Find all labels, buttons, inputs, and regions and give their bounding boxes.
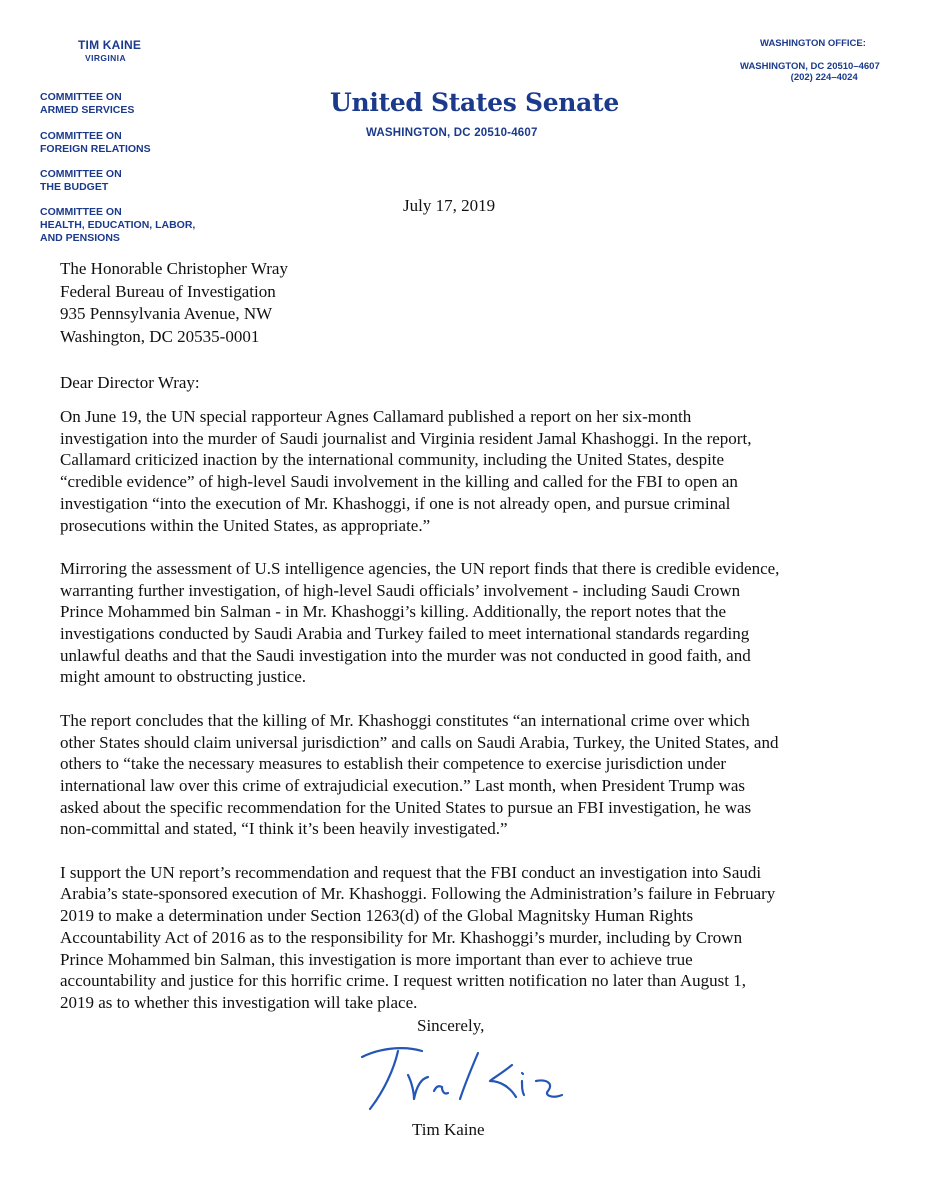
committee-line: ARMED SERVICES bbox=[40, 104, 135, 116]
signer-name: Tim Kaine bbox=[412, 1120, 485, 1139]
body-line: accountability and justice for this horrific crime. I request written notification no later than August 1, bbox=[60, 971, 746, 991]
body-line: non-committal and stated, “I think it’s been heavily investigated.” bbox=[60, 819, 508, 839]
body-line: might amount to obstructing justice. bbox=[60, 667, 307, 687]
recipient-line: Federal Bureau of Investigation bbox=[60, 281, 276, 301]
body-line: Prince Mohammed bin Salman, this investigation is more important than ever to achieve true bbox=[60, 949, 693, 969]
recipient-line: 935 Pennsylvania Avenue, NW bbox=[60, 304, 273, 323]
body-line: unlawful deaths and that the Saudi investigation into the murder was not conducted in good faith, and bbox=[60, 645, 751, 665]
signature-stroke bbox=[362, 1048, 422, 1057]
body-line: Prince Mohammed bin Salman - in Mr. Khashoggi’s killing. Additionally, the report notes that the bbox=[60, 602, 727, 622]
committee-line: FOREIGN RELATIONS bbox=[40, 143, 151, 155]
body-line: other States should claim universal jurisdiction” and calls on Saudi Arabia, Turkey, the United States, and bbox=[60, 732, 779, 752]
paragraph-2 bbox=[60, 558, 890, 688]
recipient-line: The Honorable Christopher Wray bbox=[60, 259, 288, 278]
signature-stroke bbox=[522, 1081, 524, 1095]
committee-line: COMMITTEE ON bbox=[40, 91, 122, 103]
office-address-line: WASHINGTON, DC 20510–4607 bbox=[740, 61, 880, 72]
senate-title: United States Senate bbox=[330, 88, 619, 117]
senate-address: WASHINGTON, DC 20510-4607 bbox=[366, 127, 538, 139]
body-line: “credible evidence” of high-level Saudi involvement in the killing and called for the FBI to open an bbox=[60, 472, 738, 492]
letter-date: July 17, 2019 bbox=[403, 196, 496, 215]
senator-state: VIRGINIA bbox=[85, 53, 126, 63]
committee-line: COMMITTEE ON bbox=[40, 130, 122, 142]
committee-line: HEALTH, EDUCATION, LABOR, bbox=[40, 219, 196, 231]
office-label: WASHINGTON OFFICE: bbox=[760, 38, 866, 49]
committee-budget bbox=[40, 168, 122, 194]
paragraph-3 bbox=[60, 710, 890, 840]
body-line: asked about the specific recommendation for the United States to pursue an FBI investigation, he was bbox=[60, 797, 752, 817]
signature bbox=[350, 1035, 590, 1125]
body-line: investigations conducted by Saudi Arabia and Turkey failed to meet international standards regarding bbox=[60, 624, 750, 644]
committee-line: COMMITTEE ON bbox=[40, 206, 122, 218]
body-line: I support the UN report’s recommendation and request that the FBI conduct an investigation into Saudi bbox=[60, 862, 762, 882]
signature-stroke bbox=[408, 1075, 428, 1099]
signature-stroke bbox=[522, 1073, 523, 1074]
salutation: Dear Director Wray: bbox=[60, 373, 200, 392]
body-line: The report concludes that the killing of Mr. Khashoggi constitutes “an international crime over which bbox=[60, 710, 750, 730]
body-line: investigation “into the execution of Mr. Khashoggi, if one is not already open, and pursue criminal bbox=[60, 493, 731, 513]
signature-stroke bbox=[490, 1065, 516, 1097]
office-phone: (202) 224–4024 bbox=[790, 72, 858, 83]
office-address bbox=[740, 61, 880, 83]
committee-line: THE BUDGET bbox=[40, 181, 109, 193]
letter-body bbox=[60, 406, 890, 1035]
recipient-address bbox=[60, 258, 288, 348]
committee-line: AND PENSIONS bbox=[40, 232, 120, 244]
body-line: On June 19, the UN special rapporteur Agnes Callamard published a report on her six-month bbox=[60, 407, 692, 426]
recipient-line: Washington, DC 20535-0001 bbox=[60, 326, 260, 346]
senator-name: TIM KAINE bbox=[78, 38, 142, 52]
paragraph-4 bbox=[60, 862, 890, 1014]
body-line: prosecutions within the United States, as appropriate.” bbox=[60, 515, 431, 535]
committee-foreign-relations bbox=[40, 130, 151, 156]
signature-stroke bbox=[460, 1053, 478, 1099]
body-line: international law over this crime of extrajudicial execution.” Last month, when President Trump was bbox=[60, 775, 746, 795]
body-line: others to “take the necessary measures to establish their competence to exercise jurisdiction under bbox=[60, 754, 727, 774]
body-line: investigation into the murder of Saudi journalist and Virginia resident Jamal Khashoggi. In the report, bbox=[60, 428, 752, 448]
signature-stroke bbox=[434, 1086, 448, 1093]
paragraph-1 bbox=[60, 406, 890, 536]
body-line: Accountability Act of 2016 as to the responsibility for Mr. Khashoggi’s murder, including by Crown bbox=[60, 927, 743, 947]
signature-stroke bbox=[536, 1080, 562, 1096]
body-line: 2019 to make a determination under Section 1263(d) of the Global Magnitsky Human Rights bbox=[60, 906, 694, 926]
committee-armed-services bbox=[40, 91, 134, 117]
body-line: warranting further investigation, of high-level Saudi officials’ involvement - including Saudi Crown bbox=[60, 580, 741, 600]
body-line: Arabia’s state-sponsored execution of Mr. Khashoggi. Following the Administration’s failure in February bbox=[60, 884, 776, 904]
signature-stroke bbox=[370, 1051, 398, 1109]
body-line: Callamard criticized inaction by the international community, including the United States, despite bbox=[60, 450, 725, 470]
committee-help bbox=[40, 206, 195, 245]
closing: Sincerely, bbox=[417, 1016, 485, 1035]
body-line: 2019 as to whether this investigation will take place. bbox=[60, 992, 418, 1012]
committee-line: COMMITTEE ON bbox=[40, 168, 122, 180]
body-line: Mirroring the assessment of U.S intelligence agencies, the UN report finds that there is credible evidence, bbox=[60, 558, 780, 578]
